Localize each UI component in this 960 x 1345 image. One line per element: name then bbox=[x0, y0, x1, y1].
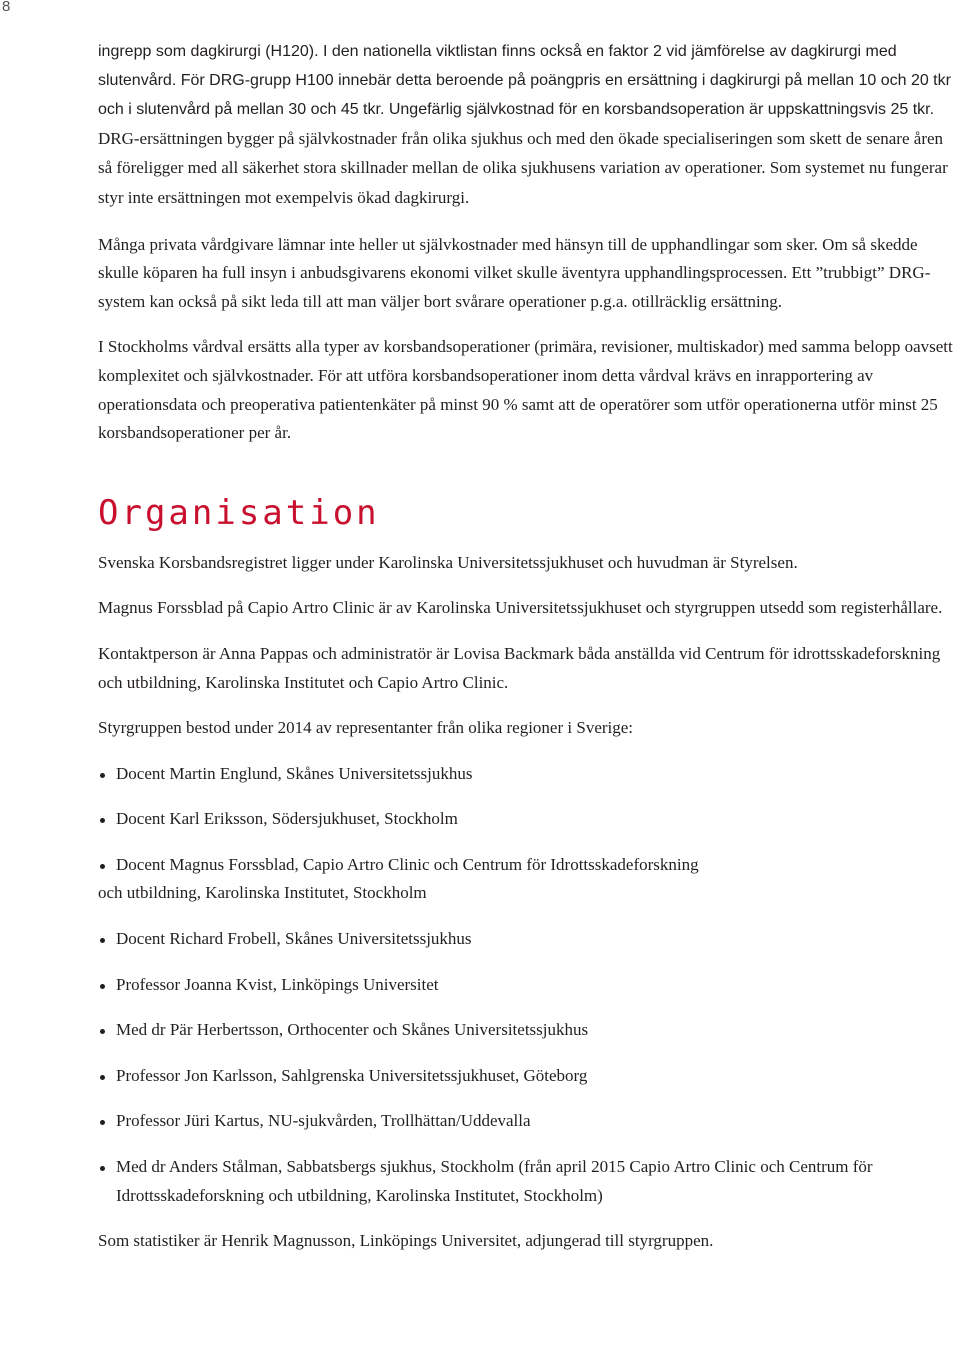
paragraph-contact-person: Kontaktperson är Anna Pappas och administratör är Lovisa Backmark båda anställda vid Centrum för idrottsskadeforskning och utbildning, Karolinska Institutet och Capio Artro Clinic. bbox=[98, 643, 941, 692]
list-item: Professor Jüri Kartus, NU-sjukvården, Trollhättan/Uddevalla bbox=[98, 1107, 958, 1136]
steering-group-list bbox=[98, 760, 958, 880]
list-item: Docent Richard Frobell, Skånes Universitetssjukhus bbox=[98, 925, 958, 954]
paragraph-private-providers: Många privata vårdgivare lämnar inte heller ut självkostnader med hänsyn till de upphandlingar som sker. Om så skedde skulle köparen ha full insyn i anbudsgivarens ekonomi vilket skulle äventyra upphandlingsprocessen. Ett ”trubbigt” DRG-system kan också på sikt leda till att man väljer bort svårare operationer p.g.a. otillräcklig ersättning. bbox=[98, 234, 931, 311]
paragraph-drg-compensation-part2: DRG-ersättningen bygger på självkostnader från olika sjukhus och med den ökade specialiseringen som skett de senare åren så föreligger med all säkerhet stora skillnader mellan de olika sjukhusens variation av operationer. Som systemet nu fungerar styr inte ersättningen mot exempelvis ökad dagkirurgi. bbox=[98, 128, 948, 207]
page-body bbox=[98, 38, 958, 1256]
paragraph-statistician: Som statistiker är Henrik Magnusson, Linköpings Universitet, adjungerad till styrgruppen. bbox=[98, 1231, 714, 1251]
paragraph-registry-holder: Magnus Forssblad på Capio Artro Clinic är av Karolinska Universitetssjukhuset och styrgruppen utsedd som registerhållare. bbox=[98, 598, 943, 618]
list-item: Professor Joanna Kvist, Linköpings Universitet bbox=[98, 971, 958, 1000]
page-number: 8 bbox=[2, 0, 11, 15]
section-heading-organisation: Organisation bbox=[98, 492, 380, 533]
list-item: Med dr Anders Stålman, Sabbatsbergs sjukhus, Stockholm (från april 2015 Capio Artro Clinic och Centrum för Idrottsskadeforskning och utbildning, Karolinska Institutet, Stockholm) bbox=[98, 1153, 958, 1210]
list-item: Docent Magnus Forssblad, Capio Artro Clinic och Centrum för Idrottsskadeforskning bbox=[98, 851, 958, 880]
list-item: Docent Martin Englund, Skånes Universitetssjukhus bbox=[98, 760, 958, 789]
list-item: Docent Karl Eriksson, Södersjukhuset, Stockholm bbox=[98, 805, 958, 834]
list-item-continuation: och utbildning, Karolinska Institutet, Stockholm bbox=[98, 883, 427, 903]
list-item: Professor Jon Karlsson, Sahlgrenska Universitetssjukhuset, Göteborg bbox=[98, 1062, 958, 1091]
steering-group-list-continued bbox=[98, 925, 958, 1210]
paragraph-registry-owner: Svenska Korsbandsregistret ligger under Karolinska Universitetssjukhuset och huvudman är Styrelsen. bbox=[98, 552, 798, 572]
list-item: Med dr Pär Herbertsson, Orthocenter och Skånes Universitetssjukhus bbox=[98, 1016, 958, 1045]
paragraph-steering-group-intro: Styrgruppen bestod under 2014 av representanter från olika regioner i Sverige: bbox=[98, 718, 634, 738]
paragraph-drg-compensation bbox=[98, 38, 958, 214]
paragraph-stockholm-vardval: I Stockholms vårdval ersätts alla typer av korsbandsoperationer (primära, revisioner, multiskador) med samma belopp oavsett komplexitet och självkostnader. För att utföra korsbandsoperationer inom detta vårdval krävs en inrapportering av operationsdata och preoperativa patientenkäter på minst 90 % samt att de operatörer som utför operationerna utför minst 25 korsbandsoperationer per år. bbox=[98, 337, 953, 443]
paragraph-drg-compensation-part1: ingrepp som dagkirurgi (H120). I den nationella viktlistan finns också en faktor 2 vid jämförelse av dagkirurgi med slutenvård. För DRG-grupp H100 innebär detta beroende på poängpris en ersättning i dagkirurgi på mellan 10 och 20 tkr och i slutenvård på mellan 30 och 45 tkr. Ungefärlig självkostnad för en korsbandsoperation är uppskattningsvis 25 tkr. bbox=[98, 43, 951, 119]
